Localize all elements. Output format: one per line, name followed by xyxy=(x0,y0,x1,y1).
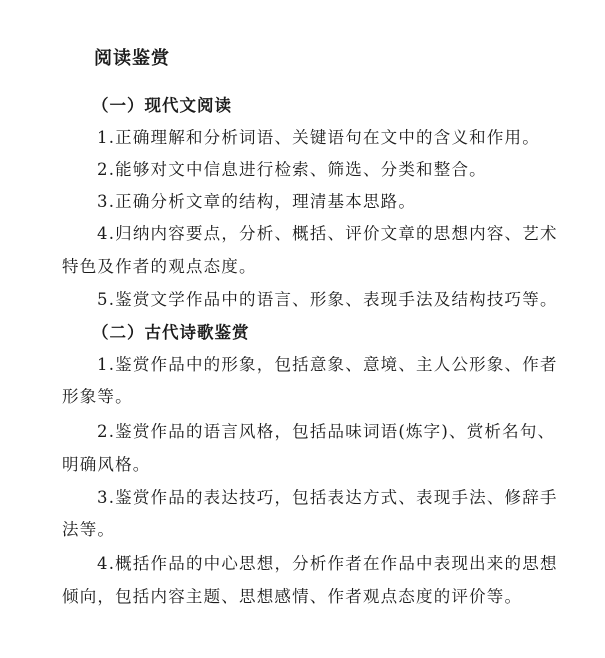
modern-item-3: 3.正确分析文章的结构，理清基本思路。 xyxy=(97,192,417,211)
poetry-item-3-line-1: 3.鉴赏作品的表达技巧，包括表达方式、表现手法、修辞手 xyxy=(97,488,558,507)
modern-item-1: 1.正确理解和分析词语、关键语句在文中的含义和作用。 xyxy=(97,128,540,147)
poetry-item-4-line-2: 倾向，包括内容主题、思想感情、作者观点态度的评价等。 xyxy=(62,587,523,606)
poetry-item-4-line-1: 4.概括作品的中心思想，分析作者在作品中表现出来的思想 xyxy=(97,554,558,573)
document-heading: 阅读鉴赏 xyxy=(94,48,170,69)
poetry-item-2-line-2: 明确风格。 xyxy=(62,455,151,474)
section-title-ancient-poetry: （二）古代诗歌鉴赏 xyxy=(92,323,250,342)
poetry-item-2-line-1: 2.鉴赏作品的语言风格，包括品味词语(炼字)、赏析名句、 xyxy=(97,422,556,441)
modern-item-5: 5.鉴赏文学作品中的语言、形象、表现手法及结构技巧等。 xyxy=(97,290,558,309)
modern-item-2: 2.能够对文中信息进行检索、筛选、分类和整合。 xyxy=(97,160,487,179)
modern-item-4-line-1: 4.归纳内容要点，分析、概括、评价文章的思想内容、艺术 xyxy=(97,224,558,243)
modern-item-4-line-2: 特色及作者的观点态度。 xyxy=(62,257,257,276)
poetry-item-3-line-2: 法等。 xyxy=(62,520,116,539)
section-title-modern-text: （一）现代文阅读 xyxy=(92,96,232,115)
poetry-item-1-line-2: 形象等。 xyxy=(62,387,133,406)
poetry-item-1-line-1: 1.鉴赏作品中的形象，包括意象、意境、主人公形象、作者 xyxy=(97,355,558,374)
